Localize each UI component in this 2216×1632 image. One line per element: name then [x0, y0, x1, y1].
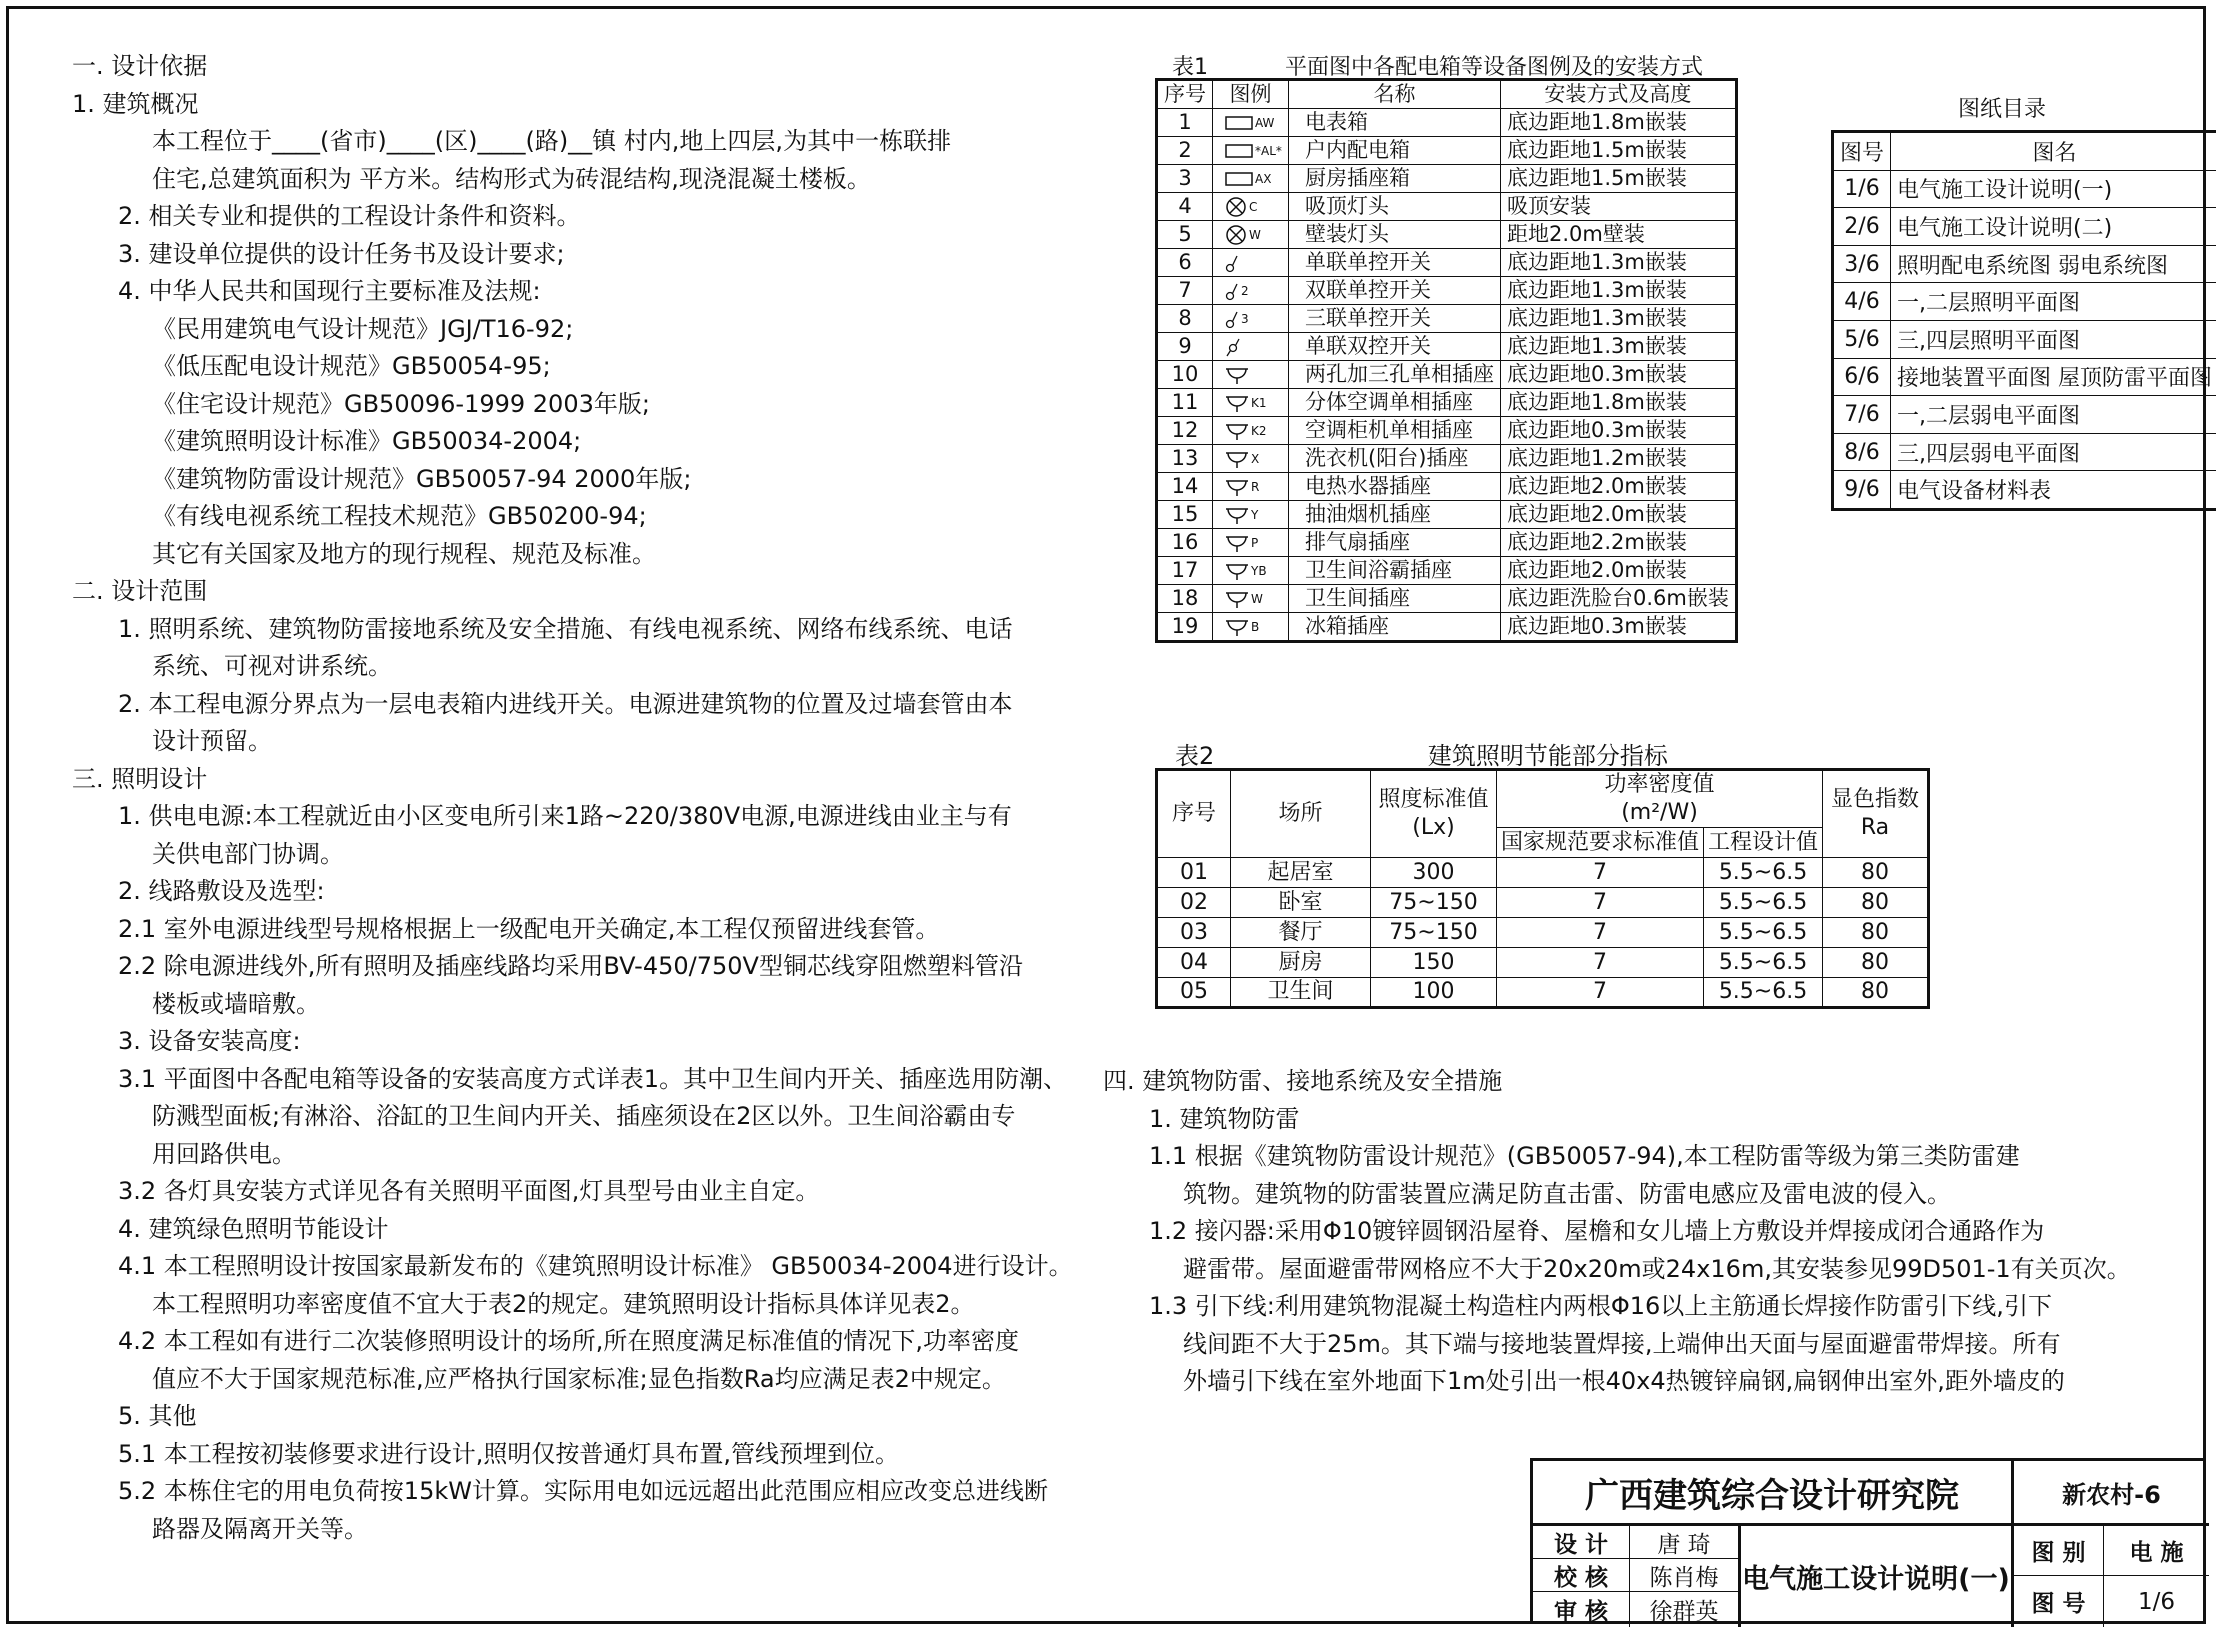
device-name: 电热水器插座: [1289, 472, 1501, 500]
socket-icon: [1225, 586, 1249, 610]
device-name: 吸顶灯头: [1289, 192, 1501, 220]
note-line: 2.2 除电源进线外,所有照明及插座线路均采用BV-450/750V型铜芯线穿阻燃塑料管沿: [118, 952, 1023, 980]
note-line: 四. 建筑物防雷、接地系统及安全措施: [1103, 1067, 1503, 1095]
mounting-method: 底边距地1.8m嵌装: [1501, 388, 1737, 416]
table-row: [1157, 858, 1929, 888]
drawing-number-cell: 1/6: [1833, 170, 1891, 208]
note-line: 系统、可视对讲系统。: [152, 652, 392, 680]
device-name: 厨房插座箱: [1289, 164, 1501, 192]
legend-symbol: [1213, 612, 1289, 641]
note-line: 《低压配电设计规范》GB50054-95;: [152, 352, 551, 380]
note-line: 5. 其他: [118, 1402, 197, 1430]
label-category: 图 别: [2014, 1526, 2104, 1576]
legend-symbol: [1213, 388, 1289, 416]
device-name: 壁装灯头: [1289, 220, 1501, 248]
table-row: [1157, 978, 1929, 1008]
legend-symbol: [1213, 136, 1289, 164]
table-header: 图例: [1213, 80, 1289, 109]
note-line: 避雷带。屋面避雷带网格应不大于20x20m或24x16m,其安装参见99D501-1有关页次。: [1183, 1254, 2131, 1283]
symbol-tag: Y: [1251, 507, 1259, 522]
mounting-method: 底边距地1.2m嵌装: [1501, 444, 1737, 472]
note-line: 楼板或墙暗敷。: [152, 989, 320, 1018]
lamp-icon: [1225, 222, 1247, 246]
note-line: 《民用建筑电气设计规范》JGJ/T16-92;: [152, 314, 574, 343]
row-number: 7: [1157, 276, 1213, 304]
device-name: 单联单控开关: [1289, 248, 1501, 276]
table-header-row: [1157, 80, 1737, 109]
table-row: [1157, 444, 1737, 472]
note-line: 3. 建设单位提供的设计任务书及设计要求;: [118, 239, 565, 268]
note-line: 《建筑照明设计标准》GB50034-2004;: [152, 427, 582, 455]
mounting-method: 底边距洗脸台0.6m嵌装: [1501, 584, 1737, 612]
row-number: 5: [1157, 220, 1213, 248]
drawing-number-cell: 3/6: [1833, 245, 1891, 283]
note-line: 4.2 本工程如有进行二次装修照明设计的场所,所在照度满足标准值的情况下,功率密度: [118, 1327, 1020, 1355]
cell-ra: 80: [1823, 888, 1929, 918]
table-row: [1157, 416, 1737, 444]
drawing-name-cell: 电气施工设计说明(二): [1891, 208, 2216, 246]
table-row: [1157, 164, 1737, 192]
lpd-header-line2: (m²/W): [1621, 800, 1698, 825]
name-design: 唐 琦: [1630, 1526, 1741, 1559]
symbol-tag: YB: [1251, 563, 1267, 578]
row-number: 9: [1157, 332, 1213, 360]
drawing-name-cell: 电气施工设计说明(一): [1891, 170, 2216, 208]
table-row: [1157, 136, 1737, 164]
drawing-number-cell: 4/6: [1833, 283, 1891, 321]
cell-lux: 75~150: [1371, 918, 1497, 948]
name-review: 徐群英: [1630, 1592, 1741, 1627]
table-row: [1157, 192, 1737, 220]
distribution-box-icon: [1225, 166, 1253, 190]
cell-ra: 80: [1823, 918, 1929, 948]
switch-icon: [1225, 278, 1239, 302]
note-line: 设计预留。: [152, 727, 272, 755]
table-row: [1833, 471, 2216, 510]
mounting-method: 底边距地1.3m嵌装: [1501, 248, 1737, 276]
mounting-method: 底边距地2.0m嵌装: [1501, 500, 1737, 528]
note-line: 4. 中华人民共和国现行主要标准及法规:: [118, 277, 541, 305]
table-row: [1157, 332, 1737, 360]
note-line: 线间距不大于25m。其下端与接地装置焊接,上端伸出天面与屋面避雷带焊接。所有: [1183, 1329, 2061, 1358]
cell-std: 7: [1497, 858, 1704, 888]
symbol-tag: AW: [1255, 115, 1275, 130]
socket-icon: [1225, 558, 1249, 582]
cell-place: 餐厅: [1231, 918, 1371, 948]
legend-symbol: [1213, 500, 1289, 528]
legend-symbol: [1213, 416, 1289, 444]
lux-header-line1: 照度标准值: [1378, 787, 1489, 812]
note-line: 《有线电视系统工程技术规范》GB50200-94;: [152, 502, 647, 530]
note-line: 路器及隔离开关等。: [152, 1514, 368, 1543]
table-header: 序号: [1157, 770, 1231, 858]
note-line: 1. 建筑物防雷: [1149, 1104, 1300, 1133]
mounting-method: 底边距地0.3m嵌装: [1501, 360, 1737, 388]
equipment-legend-table: [1155, 78, 1738, 643]
cell-ra: 80: [1823, 858, 1929, 888]
mounting-method: 底边距地0.3m嵌装: [1501, 612, 1737, 641]
drawing-number-cell: 7/6: [1833, 396, 1891, 434]
table1-caption: [1172, 50, 1703, 81]
table-header: [1497, 770, 1823, 828]
device-name: 三联单控开关: [1289, 304, 1501, 332]
table-row: [1157, 528, 1737, 556]
row-number: 8: [1157, 304, 1213, 332]
ra-header-line1: 显色指数: [1831, 787, 1920, 812]
row-number: 11: [1157, 388, 1213, 416]
table-header: 国家规范要求标准值: [1497, 828, 1704, 858]
legend-symbol: [1213, 192, 1289, 220]
note-line: 一. 设计依据: [72, 52, 208, 80]
table-row: [1833, 245, 2216, 283]
note-line: 住宅,总建筑面积为 平方米。结构形式为砖混结构,现浇混凝土楼板。: [152, 164, 871, 193]
table-header: 场所: [1231, 770, 1371, 858]
socket-icon: [1225, 614, 1249, 638]
note-line: 筑物。建筑物的防雷装置应满足防直击雷、防雷电感应及雷电波的侵入。: [1183, 1179, 1951, 1208]
device-name: 卫生间浴霸插座: [1289, 556, 1501, 584]
left-notes: [72, 48, 1072, 1548]
note-line: 3.2 各灯具安装方式详见各有关照明平面图,灯具型号由业主自定。: [118, 1177, 820, 1205]
table-row: [1157, 304, 1737, 332]
table-header: 图号: [1833, 132, 1891, 171]
socket-icon: [1225, 418, 1249, 442]
mounting-method: 底边距地2.0m嵌装: [1501, 472, 1737, 500]
switch-icon: [1225, 306, 1239, 330]
table-row: [1157, 360, 1737, 388]
cell-lux: 300: [1371, 858, 1497, 888]
mounting-method: 底边距地1.5m嵌装: [1501, 164, 1737, 192]
legend-symbol: [1213, 108, 1289, 136]
table-row: [1833, 358, 2216, 396]
legend-symbol: [1213, 528, 1289, 556]
note-line: 值应不大于国家规范标准,应严格执行国家标准;显色指数Ra均应满足表2中规定。: [152, 1364, 1006, 1393]
legend-symbol: [1213, 276, 1289, 304]
table-header: 序号: [1157, 80, 1213, 109]
table2-label: 表2: [1175, 742, 1215, 770]
cell-design: 5.5~6.5: [1704, 888, 1823, 918]
table-row: [1157, 612, 1737, 641]
mounting-method: 底边距地1.3m嵌装: [1501, 332, 1737, 360]
row-number: 6: [1157, 248, 1213, 276]
device-name: 电表箱: [1289, 108, 1501, 136]
cell-no: 01: [1157, 858, 1231, 888]
symbol-tag: B: [1251, 619, 1260, 634]
socket-icon: [1225, 362, 1249, 386]
legend-symbol: [1213, 220, 1289, 248]
device-name: 空调柜机单相插座: [1289, 416, 1501, 444]
role-review: 审 核: [1533, 1592, 1630, 1627]
cell-std: 7: [1497, 978, 1704, 1008]
row-number: 13: [1157, 444, 1213, 472]
drawing-index-table: [1831, 130, 2216, 511]
symbol-tag: AX: [1255, 171, 1272, 186]
row-number: 2: [1157, 136, 1213, 164]
mounting-method: 底边距地0.3m嵌装: [1501, 416, 1737, 444]
role-check: 校 核: [1533, 1559, 1630, 1592]
cell-lux: 75~150: [1371, 888, 1497, 918]
row-number: 17: [1157, 556, 1213, 584]
note-line: 1.3 引下线:利用建筑物混凝土构造柱内两根Φ16以上主筋通长焊接作防雷引下线,引下: [1149, 1292, 2052, 1320]
table2-title: 建筑照明节能部分指标: [1427, 742, 1668, 770]
legend-symbol: [1213, 360, 1289, 388]
cell-std: 7: [1497, 918, 1704, 948]
drawing-title: 电气施工设计说明(一): [1741, 1526, 2014, 1627]
mounting-method: 吸顶安装: [1501, 192, 1737, 220]
table-header-row: [1157, 770, 1929, 828]
note-line: 3.1 平面图中各配电箱等设备的安装高度方式详表1。其中卫生间内开关、插座选用防潮、: [118, 1064, 1068, 1093]
note-line: 5.2 本栋住宅的用电负荷按15kW计算。实际用电如远远超出此范围应相应改变总进线断: [118, 1477, 1048, 1505]
symbol-tag: K2: [1251, 423, 1267, 438]
cell-place: 起居室: [1231, 858, 1371, 888]
row-number: 16: [1157, 528, 1213, 556]
drawing-name-cell: 一,二层弱电平面图: [1891, 396, 2216, 434]
drawing-category: 电 施: [2104, 1526, 2209, 1576]
drawing-name-cell: 接地装置平面图 屋顶防雷平面图: [1891, 358, 2216, 396]
symbol-tag: K1: [1251, 395, 1267, 410]
symbol-tag: X: [1251, 451, 1260, 466]
mounting-method: 距地2.0m壁装: [1501, 220, 1737, 248]
socket-icon: [1225, 446, 1249, 470]
note-line: 二. 设计范围: [72, 577, 208, 605]
drawing-number-cell: 5/6: [1833, 320, 1891, 358]
cell-place: 卫生间: [1231, 978, 1371, 1008]
table-header: 工程设计值: [1704, 828, 1823, 858]
row-number: 14: [1157, 472, 1213, 500]
switch-icon: [1225, 250, 1239, 274]
name-check: 陈肖梅: [1630, 1559, 1741, 1592]
note-line: 1.2 接闪器:采用Φ10镀锌圆钢沿屋脊、屋檐和女儿墙上方敷设并焊接成闭合通路作为: [1149, 1217, 2045, 1245]
symbol-tag: C: [1249, 199, 1258, 214]
device-name: 单联双控开关: [1289, 332, 1501, 360]
note-line: 2. 本工程电源分界点为一层电表箱内进线开关。电源进建筑物的位置及过墙套管由本: [118, 689, 1013, 718]
note-line: 1. 供电电源:本工程就近由小区变电所引来1路~220/380V电源,电源进线由业主与有: [118, 802, 1012, 830]
table-row: [1157, 948, 1929, 978]
legend-symbol: [1213, 444, 1289, 472]
cell-ra: 80: [1823, 948, 1929, 978]
cell-design: 5.5~6.5: [1704, 978, 1823, 1008]
cell-design: 5.5~6.5: [1704, 948, 1823, 978]
note-line: 其它有关国家及地方的现行规程、规范及标准。: [152, 539, 656, 568]
drawing-number-cell: 8/6: [1833, 433, 1891, 471]
device-name: 卫生间插座: [1289, 584, 1501, 612]
cell-place: 卧室: [1231, 888, 1371, 918]
institute-name: 广西建筑综合设计研究院: [1533, 1461, 2014, 1526]
lpd-header-line1: 功率密度值: [1604, 772, 1715, 797]
device-name: 双联单控开关: [1289, 276, 1501, 304]
table-header: 安装方式及高度: [1501, 80, 1737, 109]
symbol-tag: 2: [1241, 283, 1249, 298]
note-line: 三. 照明设计: [72, 764, 208, 793]
note-line: 2. 相关专业和提供的工程设计条件和资料。: [118, 202, 581, 230]
cell-no: 05: [1157, 978, 1231, 1008]
table-row: [1833, 208, 2216, 246]
table-row: [1157, 220, 1737, 248]
right-notes: [1103, 1063, 2131, 1401]
mounting-method: 底边距地1.8m嵌装: [1501, 108, 1737, 136]
legend-symbol: [1213, 584, 1289, 612]
drawing-number-cell: 9/6: [1833, 471, 1891, 510]
table-header: [1823, 770, 1929, 858]
socket-icon: [1225, 474, 1249, 498]
table-header: 名称: [1289, 80, 1501, 109]
lighting-energy-table: [1155, 768, 1930, 1009]
device-name: 洗衣机(阳台)插座: [1289, 444, 1501, 472]
note-line: 1.1 根据《建筑物防雷设计规范》(GB50057-94),本工程防雷等级为第三类防雷建: [1149, 1142, 2020, 1170]
table-row: [1157, 888, 1929, 918]
symbol-tag: W: [1249, 227, 1261, 242]
note-line: 1. 照明系统、建筑物防雷接地系统及安全措施、有线电视系统、网络布线系统、电话: [118, 614, 1013, 643]
device-name: 户内配电箱: [1289, 136, 1501, 164]
table-row: [1833, 320, 2216, 358]
table-row: [1157, 584, 1737, 612]
table-row: [1157, 248, 1737, 276]
table2-caption: [1175, 736, 1668, 771]
symbol-tag: 3: [1241, 311, 1249, 326]
legend-symbol: [1213, 332, 1289, 360]
drawing-number-cell: 6/6: [1833, 358, 1891, 396]
row-number: 3: [1157, 164, 1213, 192]
cell-design: 5.5~6.5: [1704, 918, 1823, 948]
drawing-name-cell: 一,二层照明平面图: [1891, 283, 2216, 321]
ra-header-line2: Ra: [1860, 815, 1890, 840]
note-line: 4.1 本工程照明设计按国家最新发布的《建筑照明设计标准》 GB50034-2004进行设计。: [118, 1252, 1073, 1280]
row-number: 4: [1157, 192, 1213, 220]
note-line: 用回路供电。: [152, 1139, 296, 1168]
mounting-method: 底边距地1.3m嵌装: [1501, 304, 1737, 332]
legend-symbol: [1213, 248, 1289, 276]
device-name: 抽油烟机插座: [1289, 500, 1501, 528]
two-way-switch-icon: [1225, 334, 1241, 358]
row-number: 15: [1157, 500, 1213, 528]
note-line: 1. 建筑概况: [72, 89, 199, 118]
drawing-name-cell: 电气设备材料表: [1891, 471, 2216, 510]
table-header: [1371, 770, 1497, 858]
device-name: 排气扇插座: [1289, 528, 1501, 556]
socket-icon: [1225, 530, 1249, 554]
role-design: 设 计: [1533, 1526, 1630, 1559]
table-row: [1157, 556, 1737, 584]
table-header: 图名: [1891, 132, 2216, 171]
row-number: 1: [1157, 108, 1213, 136]
row-number: 18: [1157, 584, 1213, 612]
cell-std: 7: [1497, 948, 1704, 978]
distribution-box-icon: [1225, 110, 1253, 134]
row-number: 12: [1157, 416, 1213, 444]
symbol-tag: *AL*: [1255, 143, 1282, 158]
cell-no: 03: [1157, 918, 1231, 948]
note-line: 外墙引下线在室外地面下1m处引出一根40x4热镀锌扁钢,扁钢伸出室外,距外墙皮的: [1183, 1367, 2065, 1395]
lamp-icon: [1225, 194, 1247, 218]
symbol-tag: W: [1251, 591, 1263, 606]
symbol-tag: P: [1251, 535, 1259, 550]
note-line: 2. 线路敷设及选型:: [118, 877, 325, 905]
drawing-index-title: 图纸目录: [1958, 97, 2047, 122]
legend-symbol: [1213, 472, 1289, 500]
legend-symbol: [1213, 556, 1289, 584]
note-line: 关供电部门协调。: [152, 839, 344, 868]
cell-std: 7: [1497, 888, 1704, 918]
cell-place: 厨房: [1231, 948, 1371, 978]
device-name: 冰箱插座: [1289, 612, 1501, 641]
cell-design: 5.5~6.5: [1704, 858, 1823, 888]
note-line: 本工程位于____(省市)____(区)____(路)__镇 村内,地上四层,为其中一栋联排: [152, 127, 952, 155]
table-row: [1833, 396, 2216, 434]
device-name: 分体空调单相插座: [1289, 388, 1501, 416]
lux-header-line2: (Lx): [1412, 815, 1455, 840]
label-number: 图 号: [2014, 1576, 2104, 1627]
symbol-tag: R: [1251, 479, 1260, 494]
project-code: 新农村-6: [2014, 1461, 2209, 1526]
mounting-method: 底边距地2.2m嵌装: [1501, 528, 1737, 556]
table-row: [1157, 276, 1737, 304]
note-line: 本工程照明功率密度值不宜大于表2的规定。建筑照明设计指标具体详见表2。: [152, 1289, 975, 1318]
cell-no: 04: [1157, 948, 1231, 978]
table1-label: 表1: [1172, 55, 1208, 80]
note-line: 3. 设备安装高度:: [118, 1027, 301, 1055]
table-row: [1157, 918, 1929, 948]
drawing-name-cell: 照明配电系统图 弱电系统图: [1891, 245, 2216, 283]
socket-icon: [1225, 390, 1249, 414]
table-row: [1833, 283, 2216, 321]
row-number: 19: [1157, 612, 1213, 641]
cell-no: 02: [1157, 888, 1231, 918]
table-row: [1157, 472, 1737, 500]
table-row: [1157, 388, 1737, 416]
note-line: 2.1 室外电源进线型号规格根据上一级配电开关确定,本工程仅预留进线套管。: [118, 914, 940, 943]
drawing-name-cell: 三,四层弱电平面图: [1891, 433, 2216, 471]
cell-lux: 150: [1371, 948, 1497, 978]
device-name: 两孔加三孔单相插座: [1289, 360, 1501, 388]
socket-icon: [1225, 502, 1249, 526]
distribution-box-icon: [1225, 138, 1253, 162]
table-row: [1157, 108, 1737, 136]
note-line: 《住宅设计规范》GB50096-1999 2003年版;: [152, 389, 650, 418]
mounting-method: 底边距地1.3m嵌装: [1501, 276, 1737, 304]
table-row: [1833, 433, 2216, 471]
table-header-row: [1833, 132, 2216, 171]
table-row: [1157, 500, 1737, 528]
cell-lux: 100: [1371, 978, 1497, 1008]
note-line: 防溅型面板;有淋浴、浴缸的卫生间内开关、插座须设在2区以外。卫生间浴霸由专: [152, 1102, 1016, 1130]
cell-ra: 80: [1823, 978, 1929, 1008]
note-line: 5.1 本工程按初装修要求进行设计,照明仅按普通灯具布置,管线预埋到位。: [118, 1439, 900, 1468]
drawing-name-cell: 三,四层照明平面图: [1891, 320, 2216, 358]
title-block: [1530, 1458, 2206, 1624]
legend-symbol: [1213, 164, 1289, 192]
drawing-number-cell: 2/6: [1833, 208, 1891, 246]
note-line: 4. 建筑绿色照明节能设计: [118, 1214, 389, 1243]
table1-title: 平面图中各配电箱等设备图例及的安装方式: [1285, 55, 1704, 80]
mounting-method: 底边距地2.0m嵌装: [1501, 556, 1737, 584]
mounting-method: 底边距地1.5m嵌装: [1501, 136, 1737, 164]
drawing-number: 1/6: [2137, 1588, 2175, 1615]
note-line: 《建筑物防雷设计规范》GB50057-94 2000年版;: [152, 464, 692, 493]
table-row: [1833, 170, 2216, 208]
legend-symbol: [1213, 304, 1289, 332]
row-number: 10: [1157, 360, 1213, 388]
